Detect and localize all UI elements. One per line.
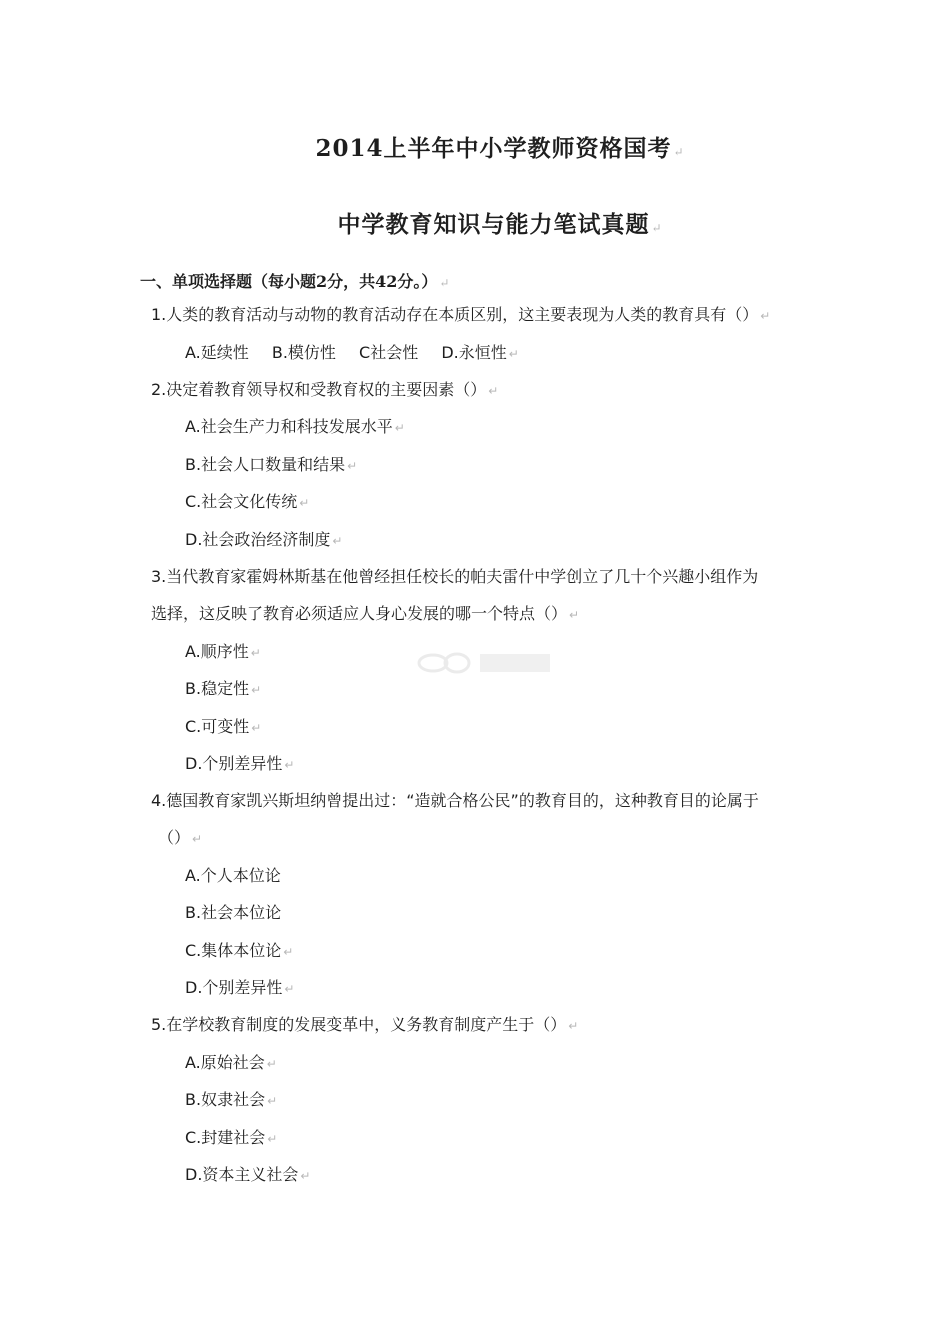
question-5-stem: 5.在学校教育制度的发展变革中，义务教育制度产生于（） ↵: [151, 1015, 579, 1034]
question-4-option-a: A.个人本位论: [185, 866, 281, 885]
question-3-stem-line2: 选择，这反映了教育必须适应人身心发展的哪一个特点（） ↵: [151, 604, 580, 623]
option-b: B.模仿性: [271, 343, 336, 362]
paragraph-mark-icon: ↵: [284, 758, 295, 772]
exam-subtitle: 中学教育知识与能力笔试真题 ↵: [337, 211, 663, 238]
paragraph-mark-icon: ↵: [347, 459, 358, 473]
paragraph-mark-icon: ↵: [284, 982, 295, 996]
paragraph-mark-icon: ↵: [439, 276, 450, 290]
paragraph-mark-icon: ↵: [332, 534, 343, 548]
paragraph-mark-icon: ↵: [673, 145, 685, 159]
question-4-stem-line1: 4.德国教育家凯兴斯坦纳曾提出过：“造就合格公民”的教育目的，这种教育目的论属于: [151, 791, 759, 810]
paragraph-mark-icon: ↵: [251, 683, 262, 697]
question-3-option-d: D.个别差异性 ↵: [185, 754, 295, 773]
paragraph-mark-icon: ↵: [651, 221, 663, 235]
paragraph-mark-icon: ↵: [300, 1169, 311, 1183]
paragraph-mark-icon: ↵: [299, 496, 310, 510]
question-5-option-b: B.奴隶社会 ↵: [185, 1090, 278, 1109]
paragraph-mark-icon: ↵: [760, 309, 771, 323]
question-1-stem: 1.人类的教育活动与动物的教育活动存在本质区别，这主要表现为人类的教育具有（） ↵: [151, 305, 771, 324]
question-2-stem: 2.决定着教育领导权和受教育权的主要因素（） ↵: [151, 380, 499, 399]
paragraph-mark-icon: ↵: [283, 945, 294, 959]
question-3-stem-line1: 3.当代教育家霍姆林斯基在他曾经担任校长的帕夫雷什中学创立了几十个兴趣小组作为: [151, 567, 759, 586]
paragraph-mark-icon: ↵: [267, 1094, 278, 1108]
question-4-option-c: C.集体本位论 ↵: [185, 941, 294, 960]
section-heading: 一、单项选择题（每小题2分，共42分。） ↵: [140, 272, 450, 291]
paragraph-mark-icon: ↵: [251, 721, 262, 735]
option-d: D.永恒性: [441, 343, 507, 362]
paragraph-mark-icon: ↵: [508, 347, 519, 361]
paragraph-mark-icon: ↵: [266, 1057, 277, 1071]
question-3-option-b: B.稳定性 ↵: [185, 679, 262, 698]
exam-title: 2014上半年中小学教师资格国考 ↵: [315, 135, 685, 162]
question-5-option-d: D.资本主义社会 ↵: [185, 1165, 311, 1184]
option-a: A.延续性: [185, 343, 249, 362]
watermark-logo: [415, 648, 555, 678]
paragraph-mark-icon: ↵: [250, 646, 261, 660]
question-5-option-a: A.原始社会 ↵: [185, 1053, 277, 1072]
question-3-option-a: A.顺序性 ↵: [185, 642, 261, 661]
question-4-option-b: B.社会本位论: [185, 903, 282, 922]
paragraph-mark-icon: ↵: [267, 1132, 278, 1146]
question-2-option-d: D.社会政治经济制度 ↵: [185, 530, 343, 549]
question-3-option-c: C.可变性 ↵: [185, 717, 262, 736]
question-4-option-d: D.个别差异性 ↵: [185, 978, 295, 997]
paragraph-mark-icon: ↵: [568, 1019, 579, 1033]
question-5-option-c: C.封建社会 ↵: [185, 1128, 278, 1147]
paragraph-mark-icon: ↵: [394, 421, 405, 435]
question-4-stem-line2: （） ↵: [158, 828, 203, 847]
paragraph-mark-icon: ↵: [192, 832, 203, 846]
question-2-option-b: B.社会人口数量和结果 ↵: [185, 455, 358, 474]
question-1-options: [185, 342, 519, 365]
option-c: C社会性: [359, 343, 419, 362]
paragraph-mark-icon: ↵: [488, 384, 499, 398]
question-2-option-c: C.社会文化传统 ↵: [185, 492, 310, 511]
paragraph-mark-icon: ↵: [569, 608, 580, 622]
question-2-option-a: A.社会生产力和科技发展水平 ↵: [185, 417, 405, 436]
